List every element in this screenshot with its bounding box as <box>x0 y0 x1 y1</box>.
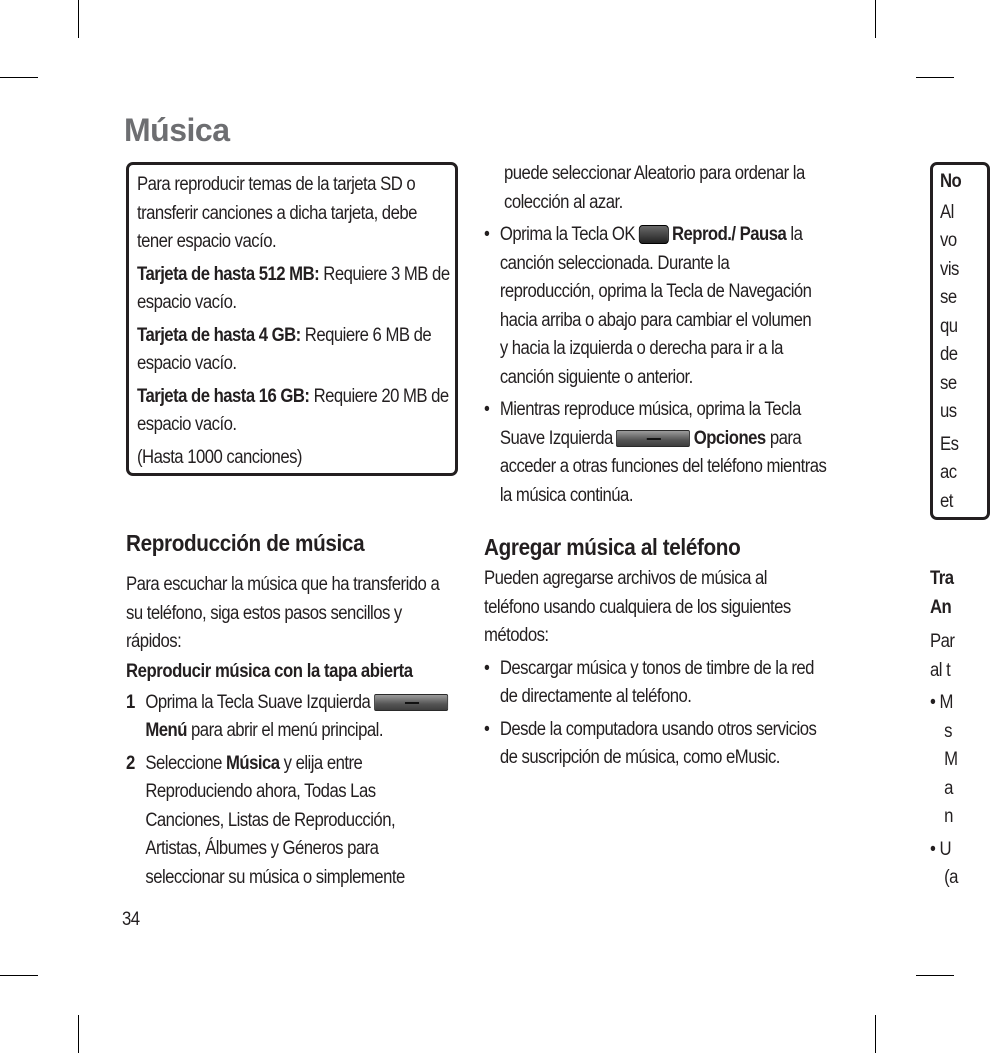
note-footer: (Hasta 1000 canciones) <box>137 446 302 468</box>
left-soft-key-icon <box>374 694 448 711</box>
continued-text: puede seleccionar Aleatorio para ordenar la colección al azar. <box>504 163 805 213</box>
bullet-play-pause: • Oprima la Tecla OK Reprod./ Pausa la canción seleccionada. Durante la reproducción, oprima la Tecla de Navegación hacia arriba o abajo para cambiar el volumen y hacia la izquierda o derecha para ir a la canción siguiente o anterior. <box>484 224 812 388</box>
crop-mark <box>78 0 79 38</box>
bullet-options: • Mientras reproduce música, oprima la Tecla Suave Izquierda Opciones para acceder a otras funciones del teléfono mientras la música continúa. <box>484 399 827 506</box>
page-number: 34 <box>122 909 140 930</box>
crop-mark <box>0 975 38 976</box>
ok-key-icon <box>639 225 669 244</box>
crop-mark <box>875 1015 876 1053</box>
note-item: Tarjeta de hasta 4 GB: Requiere 6 MB de espacio vacío. <box>137 324 432 374</box>
left-soft-key-icon <box>616 430 690 447</box>
note-item: Tarjeta de hasta 16 GB: Requiere 20 MB de espacio vacío. <box>137 385 449 435</box>
section-intro: Para escuchar la música que ha transferido a su teléfono, siga estos pasos sencillos y rápidos: <box>126 574 440 652</box>
page-title: Música <box>124 112 230 148</box>
column-3-clipped <box>930 0 962 1054</box>
column-2 <box>484 160 844 777</box>
note-item: Tarjeta de hasta 512 MB: Requiere 3 MB de espacio vacío. <box>137 263 450 313</box>
bullet-download: • Descargar música y tonos de timbre de la red de directamente al teléfono. <box>484 657 814 707</box>
subheading: Reproducir música con la tapa abierta <box>126 660 413 682</box>
sd-card-note-box <box>126 162 458 476</box>
crop-mark <box>875 0 876 38</box>
step-2: 2 Seleccione Música y elija entre Reproduciendo ahora, Todas Las Canciones, Listas de Reproducción, Artistas, Álbumes y Géneros para seleccionar su música o simplemente <box>126 752 405 888</box>
crop-mark <box>0 77 38 78</box>
bullet-computer: • Desde la computadora usando otros servicios de suscripción de música, como eMusic. <box>484 718 817 768</box>
section-music-playback <box>126 530 466 896</box>
section-heading: Reproducción de música <box>126 530 365 556</box>
section-intro: Pueden agregarse archivos de música al teléfono usando cualquiera de los siguientes métodos: <box>484 568 791 646</box>
step-1: 1 Oprima la Tecla Suave Izquierda Menú para abrir el menú principal. <box>126 689 480 746</box>
section-heading: Agregar música al teléfono <box>484 534 741 560</box>
crop-mark <box>78 1015 79 1053</box>
col3-text-clipped: Tra An Par al t • M s M a n • U (a <box>930 568 958 888</box>
note-intro: Para reproducir temas de la tarjeta SD o transferir canciones a dicha tarjeta, debe tener espacio vacío. <box>137 174 417 252</box>
note-lines-clipped: No Al vo vis se qu de se us Es ac et <box>940 171 962 512</box>
